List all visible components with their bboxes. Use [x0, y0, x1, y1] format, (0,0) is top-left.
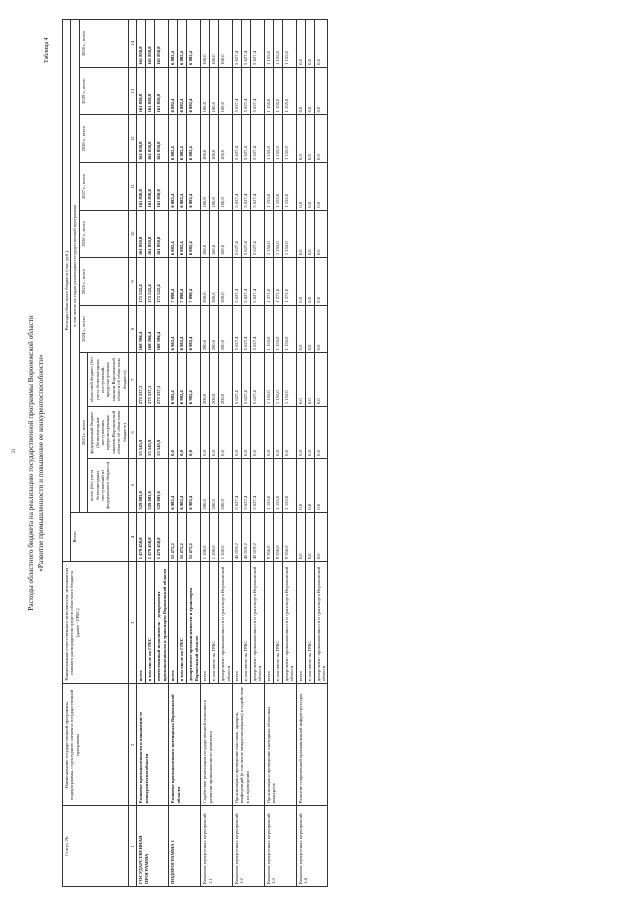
value-cell: 6 882,4 [187, 210, 201, 258]
column-number-cell: 11 [129, 163, 137, 211]
value-cell: 55 545,9 [146, 407, 155, 459]
value-cell: 1 271,0 [273, 258, 282, 306]
executor-cell: в том числе по ГРБС [241, 562, 250, 684]
value-cell: 55 475,2 [187, 512, 201, 562]
value-cell: 1 155,0 [264, 163, 273, 211]
value-cell: 0,0 [314, 458, 328, 512]
value-cell: 6 882,4 [178, 20, 187, 68]
value-cell: 200,0 [210, 258, 219, 306]
value-cell: 100,0 [219, 210, 233, 258]
value-cell: 1 155,0 [273, 115, 282, 163]
value-cell: 329 083,0 [146, 458, 155, 512]
value-cell: 0,0 [305, 458, 314, 512]
value-cell: 0,0 [296, 512, 305, 562]
value-cell: 0,0 [210, 407, 219, 459]
value-cell: 161 850,8 [146, 163, 155, 211]
value-cell: 5 627,4 [250, 305, 264, 353]
value-cell: 0,0 [305, 305, 314, 353]
value-cell: 6 982,4 [178, 353, 187, 407]
value-cell: 5 627,4 [232, 67, 241, 115]
program-name-cell: Организация и проведение выставок, ярмарок, конференций (в том числе межрегиональных) и содействие в их проведении [232, 684, 264, 806]
value-cell: 0,0 [264, 407, 273, 459]
value-cell: 200,0 [210, 305, 219, 353]
value-cell: 6 882,4 [178, 115, 187, 163]
value-cell: 5 627,4 [232, 163, 241, 211]
value-cell: 1 155,0 [264, 458, 273, 512]
value-cell: 5 627,4 [250, 353, 264, 407]
value-cell: 5 627,4 [241, 353, 250, 407]
value-cell: 273 537,1 [155, 353, 169, 407]
value-cell: 0,0 [314, 210, 328, 258]
value-cell: 161 850,8 [146, 115, 155, 163]
column-number-cell: 13 [129, 67, 137, 115]
header-year-2026: 2026 г., всего [79, 210, 128, 258]
value-cell: 5 627,4 [250, 210, 264, 258]
value-cell: 161 850,8 [137, 115, 146, 163]
value-cell: 200,0 [201, 353, 210, 407]
value-cell: 5 627,4 [232, 20, 241, 68]
header-year-2029: 2029 г., всего [79, 67, 128, 115]
value-cell: 5 627,4 [232, 210, 241, 258]
value-cell: 1 155,0 [282, 115, 296, 163]
value-cell: 1 155,0 [273, 210, 282, 258]
value-cell: 171 522,4 [137, 258, 146, 306]
table-row [296, 20, 305, 887]
executor-cell: в том числе по ГРБС [210, 562, 219, 684]
value-cell: 1 155,0 [264, 210, 273, 258]
value-cell: 5 627,4 [241, 458, 250, 512]
executor-cell: всего [264, 562, 273, 684]
status-cell: ПОДПРОГРАММА 1 [169, 806, 201, 887]
value-cell: 0,0 [305, 258, 314, 306]
program-name-cell: Развитие промышленности и повышение ее конкурентоспособности [137, 684, 169, 806]
value-cell: 1 155,0 [282, 458, 296, 512]
program-name-cell: Развитие современной промышленной инфраструктуры [296, 684, 328, 806]
value-cell: 1 155,0 [273, 20, 282, 68]
column-number-cell: 5 [129, 458, 137, 512]
value-cell: 0,0 [241, 407, 250, 459]
title-line-1: Расходы областного бюджета на реализацию государственной программы Воронежской области [27, 315, 35, 611]
value-cell: 0,0 [314, 512, 328, 562]
column-number-cell: 9 [129, 258, 137, 306]
value-cell: 161 850,8 [155, 67, 169, 115]
table-row [169, 20, 178, 887]
column-number-row [129, 20, 137, 887]
value-cell: 161 850,8 [137, 20, 146, 68]
program-name-cell: Организация и проведение ежегодных областных конкурсов [264, 684, 296, 806]
value-cell: 200,0 [219, 353, 233, 407]
value-cell: 168 596,4 [137, 305, 146, 353]
value-cell: 0,0 [314, 20, 328, 68]
value-cell: 273 537,1 [146, 353, 155, 407]
header-name: Наименование государственной программы, подпрограммы, структурного элемента государственной программы [63, 684, 129, 806]
value-cell: 1 155,0 [264, 20, 273, 68]
program-name-cell: Развитие промышленного потенциала Воронежской области [169, 684, 201, 806]
executor-cell: департамент промышленности и транспорта Воронежской области [187, 562, 201, 684]
value-cell: 5 627,4 [241, 258, 250, 306]
value-cell: 100,0 [210, 163, 219, 211]
header-expenses-group: Расходы областного бюджета (тыс. руб.) [63, 20, 71, 562]
value-cell: 6 882,4 [187, 67, 201, 115]
column-number-cell: 8 [129, 305, 137, 353]
value-cell: 0,0 [187, 407, 201, 459]
table-row [201, 20, 210, 887]
value-cell: 1 155,0 [282, 163, 296, 211]
value-cell: 1 100,0 [210, 512, 219, 562]
value-cell: 0,0 [305, 115, 314, 163]
value-cell: 329 083,0 [155, 458, 169, 512]
value-cell: 5 627,4 [232, 353, 241, 407]
status-cell: Комплекс процессных мероприятий 1.3 [264, 806, 296, 887]
value-cell: 100,0 [219, 67, 233, 115]
value-cell: 55 475,2 [169, 512, 178, 562]
value-cell: 200,0 [201, 305, 210, 353]
value-cell: 0,0 [296, 163, 305, 211]
value-cell: 100,0 [201, 210, 210, 258]
header-source-federal: федеральный бюджет (безвозмездные поступления, предусмотренные законом Воронежской области об областном бюджете) [88, 407, 129, 459]
value-cell: 171 522,4 [155, 258, 169, 306]
value-cell: 0,0 [273, 407, 282, 459]
header-source-regional: областной бюджет (без учета безвозмездных поступлений, предусмотренных законом Воронежской области об областном бюджете) [88, 353, 129, 407]
header-year-2027: 2027 г., всего [79, 163, 128, 211]
header-year-2028: 2028 г., всего [79, 115, 128, 163]
value-cell: 1 155,0 [264, 67, 273, 115]
value-cell: 161 850,8 [146, 20, 155, 68]
value-cell: 1 155,0 [264, 115, 273, 163]
value-cell: 161 850,8 [155, 210, 169, 258]
value-cell: 5 627,4 [250, 258, 264, 306]
value-cell: 1 271,0 [282, 258, 296, 306]
value-cell: 0,0 [282, 407, 296, 459]
value-cell: 0,0 [314, 67, 328, 115]
value-cell: 6 982,4 [169, 458, 178, 512]
value-cell: 0,0 [305, 210, 314, 258]
value-cell: 5 627,4 [250, 163, 264, 211]
value-cell: 161 850,8 [155, 20, 169, 68]
executor-cell: ответственный исполнитель - департамент промышленности и транспорта Воронежской области [155, 562, 169, 684]
status-cell: ГОСУДАРСТВЕННАЯ ПРОГРАММА [137, 806, 169, 887]
value-cell: 6 882,4 [178, 67, 187, 115]
table-label: Таблица 4 [44, 37, 50, 63]
status-cell: Комплекс процессных мероприятий 1.1 [201, 806, 233, 887]
value-cell: 161 850,8 [137, 210, 146, 258]
value-cell: 200,0 [210, 353, 219, 407]
value-cell: 161 850,8 [155, 115, 169, 163]
column-number-cell: 1 [129, 806, 137, 887]
value-cell: 6 882,4 [169, 20, 178, 68]
value-cell: 55 475,2 [178, 512, 187, 562]
value-cell: 6 982,4 [187, 353, 201, 407]
executor-cell: в том числе по ГРБС [178, 562, 187, 684]
column-number-cell: 12 [129, 115, 137, 163]
value-cell: 5 627,4 [250, 20, 264, 68]
value-cell: 0,0 [296, 258, 305, 306]
table-row [264, 20, 273, 887]
value-cell: 5 627,4 [241, 67, 250, 115]
value-cell: 6 882,4 [178, 163, 187, 211]
value-cell: 55 545,9 [155, 407, 169, 459]
value-cell: 329 083,0 [137, 458, 146, 512]
value-cell: 161 850,8 [146, 67, 155, 115]
value-cell: 200,0 [201, 458, 210, 512]
value-cell: 100,0 [201, 163, 210, 211]
value-cell: 0,0 [314, 258, 328, 306]
value-cell: 6 882,4 [169, 163, 178, 211]
table-row [137, 20, 146, 887]
header-year-2024: 2024 г., всего [79, 305, 128, 353]
column-number-cell: 6 [129, 407, 137, 459]
column-number-cell: 2 [129, 684, 137, 806]
executor-cell: всего [232, 562, 241, 684]
value-cell: 6 982,4 [169, 353, 178, 407]
value-cell: 0,0 [296, 115, 305, 163]
value-cell: 6 882,4 [169, 67, 178, 115]
executor-cell: департамент промышленности и транспорта Воронежской области [219, 562, 233, 684]
value-cell: 1 155,0 [282, 353, 296, 407]
header-status: Статус, № [63, 806, 129, 887]
value-cell: 0,0 [314, 163, 328, 211]
value-cell: 5 627,4 [250, 458, 264, 512]
header-year-2025: 2025 г., всего [79, 258, 128, 306]
header-total: Всего [71, 512, 129, 562]
value-cell: 0,0 [169, 407, 178, 459]
value-cell: 6 882,4 [169, 115, 178, 163]
value-cell: 1 479 458,8 [155, 512, 169, 562]
value-cell: 100,0 [201, 20, 210, 68]
value-cell: 100,0 [210, 115, 219, 163]
value-cell: 0,0 [305, 353, 314, 407]
value-cell: 0,0 [296, 407, 305, 459]
value-cell: 6 882,4 [169, 210, 178, 258]
value-cell: 1 155,0 [273, 305, 282, 353]
value-cell: 100,0 [219, 115, 233, 163]
value-cell: 5 627,4 [241, 163, 250, 211]
value-cell: 100,0 [210, 67, 219, 115]
value-cell: 5 627,4 [241, 20, 250, 68]
value-cell: 6 882,4 [187, 20, 201, 68]
value-cell: 0,0 [232, 407, 241, 459]
value-cell: 1 155,0 [282, 20, 296, 68]
table-body [137, 20, 328, 887]
value-cell: 9 356,0 [273, 512, 282, 562]
value-cell: 5 627,4 [250, 67, 264, 115]
value-cell: 0,0 [305, 512, 314, 562]
value-cell: 0,0 [296, 353, 305, 407]
value-cell: 161 850,8 [155, 163, 169, 211]
header-row-1 [63, 20, 71, 887]
value-cell: 6 982,4 [187, 305, 201, 353]
value-cell: 45 019,2 [241, 512, 250, 562]
header-executor: Наименование ответственного исполнителя, исполнителя - главного распорядителя средств областного бюджета (далее - ГРБС) [63, 562, 129, 684]
value-cell: 5 627,4 [241, 305, 250, 353]
value-cell: 1 271,0 [264, 258, 273, 306]
value-cell: 0,0 [305, 407, 314, 459]
column-number-cell: 14 [129, 20, 137, 68]
program-name-cell: Содействие реализации государственной политики в развитии промышленного комплекса [201, 684, 233, 806]
value-cell: 6 982,4 [178, 458, 187, 512]
document-title [26, 143, 46, 783]
executor-cell: в том числе по ГРБС [305, 562, 314, 684]
value-cell: 7 098,4 [178, 258, 187, 306]
column-number-cell: 7 [129, 353, 137, 407]
value-cell: 6 882,4 [178, 210, 187, 258]
value-cell: 168 596,4 [146, 305, 155, 353]
value-cell: 100,0 [201, 115, 210, 163]
value-cell: 200,0 [219, 458, 233, 512]
value-cell: 1 479 458,8 [137, 512, 146, 562]
value-cell: 161 850,8 [137, 67, 146, 115]
value-cell: 6 982,4 [169, 305, 178, 353]
value-cell: 168 596,4 [155, 305, 169, 353]
executor-cell: всего [201, 562, 210, 684]
page-number: 31 [12, 448, 17, 454]
value-cell: 9 356,0 [264, 512, 273, 562]
value-cell: 6 982,4 [187, 458, 201, 512]
value-cell: 1 479 458,8 [146, 512, 155, 562]
executor-cell: всего [169, 562, 178, 684]
value-cell: 0,0 [296, 305, 305, 353]
value-cell: 273 537,1 [137, 353, 146, 407]
value-cell: 6 982,4 [178, 305, 187, 353]
value-cell: 45 019,2 [250, 512, 264, 562]
value-cell: 55 545,9 [137, 407, 146, 459]
value-cell: 7 098,4 [169, 258, 178, 306]
executor-cell: в том числе по ГРБС [273, 562, 282, 684]
status-cell: Комплекс процессных мероприятий 1.2 [232, 806, 264, 887]
executor-cell: департамент промышленности и транспорта Воронежской области [282, 562, 296, 684]
header-by-years: в том числе по годам реализации государственной программы [71, 20, 79, 513]
column-number-cell: 10 [129, 210, 137, 258]
value-cell: 0,0 [296, 210, 305, 258]
value-cell: 100,0 [201, 67, 210, 115]
value-cell: 0,0 [250, 407, 264, 459]
value-cell: 0,0 [314, 305, 328, 353]
value-cell: 0,0 [296, 458, 305, 512]
column-number-cell: 4 [129, 512, 137, 562]
value-cell: 100,0 [219, 20, 233, 68]
value-cell: 5 627,4 [241, 210, 250, 258]
value-cell: 171 522,4 [146, 258, 155, 306]
value-cell: 0,0 [296, 20, 305, 68]
value-cell: 1 155,0 [282, 67, 296, 115]
value-cell: 100,0 [210, 20, 219, 68]
value-cell: 6 882,4 [187, 115, 201, 163]
value-cell: 0,0 [314, 115, 328, 163]
value-cell: 161 850,8 [137, 163, 146, 211]
value-cell: 0,0 [219, 407, 233, 459]
value-cell: 1 155,0 [273, 67, 282, 115]
value-cell: 5 627,4 [250, 115, 264, 163]
value-cell: 1 155,0 [273, 163, 282, 211]
value-cell: 5 627,4 [232, 458, 241, 512]
value-cell: 1 100,0 [219, 512, 233, 562]
value-cell: 200,0 [210, 458, 219, 512]
value-cell: 0,0 [314, 353, 328, 407]
value-cell: 5 627,4 [232, 115, 241, 163]
executor-cell: всего [137, 562, 146, 684]
value-cell: 0,0 [314, 407, 328, 459]
value-cell: 1 155,0 [264, 353, 273, 407]
value-cell: 1 155,0 [282, 210, 296, 258]
value-cell: 5 627,4 [232, 305, 241, 353]
value-cell: 0,0 [178, 407, 187, 459]
status-cell: Комплекс процессных мероприятий 1.4 [296, 806, 328, 887]
executor-cell: всего [296, 562, 305, 684]
value-cell: 200,0 [201, 258, 210, 306]
value-cell: 100,0 [210, 210, 219, 258]
value-cell: 0,0 [201, 407, 210, 459]
value-cell: 9 356,0 [282, 512, 296, 562]
header-source-all: всего (без учета безвозмездных поступлений из федерального бюджета) [88, 458, 129, 512]
value-cell: 1 155,0 [273, 458, 282, 512]
value-cell: 7 098,4 [187, 258, 201, 306]
value-cell: 1 155,0 [264, 305, 273, 353]
executor-cell: департамент промышленности и транспорта Воронежской области [250, 562, 264, 684]
executor-cell: департамент промышленности и транспорта Воронежской области [314, 562, 328, 684]
table-row [232, 20, 241, 887]
column-number-cell: 3 [129, 562, 137, 684]
value-cell: 100,0 [219, 163, 233, 211]
title-line-2: «Развитие промышленности и повышение ее конкурентоспособности» [37, 354, 45, 572]
value-cell: 5 627,4 [241, 115, 250, 163]
value-cell: 0,0 [305, 67, 314, 115]
value-cell: 1 100,0 [201, 512, 210, 562]
value-cell: 45 019,2 [232, 512, 241, 562]
value-cell: 161 850,8 [146, 210, 155, 258]
value-cell: 5 627,4 [232, 258, 241, 306]
value-cell: 1 155,0 [282, 305, 296, 353]
value-cell: 200,0 [219, 305, 233, 353]
executor-cell: в том числе по ГРБС [146, 562, 155, 684]
value-cell: 0,0 [296, 67, 305, 115]
value-cell: 0,0 [305, 163, 314, 211]
value-cell: 0,0 [305, 20, 314, 68]
value-cell: 1 155,0 [273, 353, 282, 407]
expenses-table [62, 19, 328, 887]
value-cell: 200,0 [219, 258, 233, 306]
header-year-2023: 2023 г., всего [79, 353, 87, 512]
header-year-2030: 2030 г., всего [79, 20, 128, 68]
value-cell: 6 882,4 [187, 163, 201, 211]
